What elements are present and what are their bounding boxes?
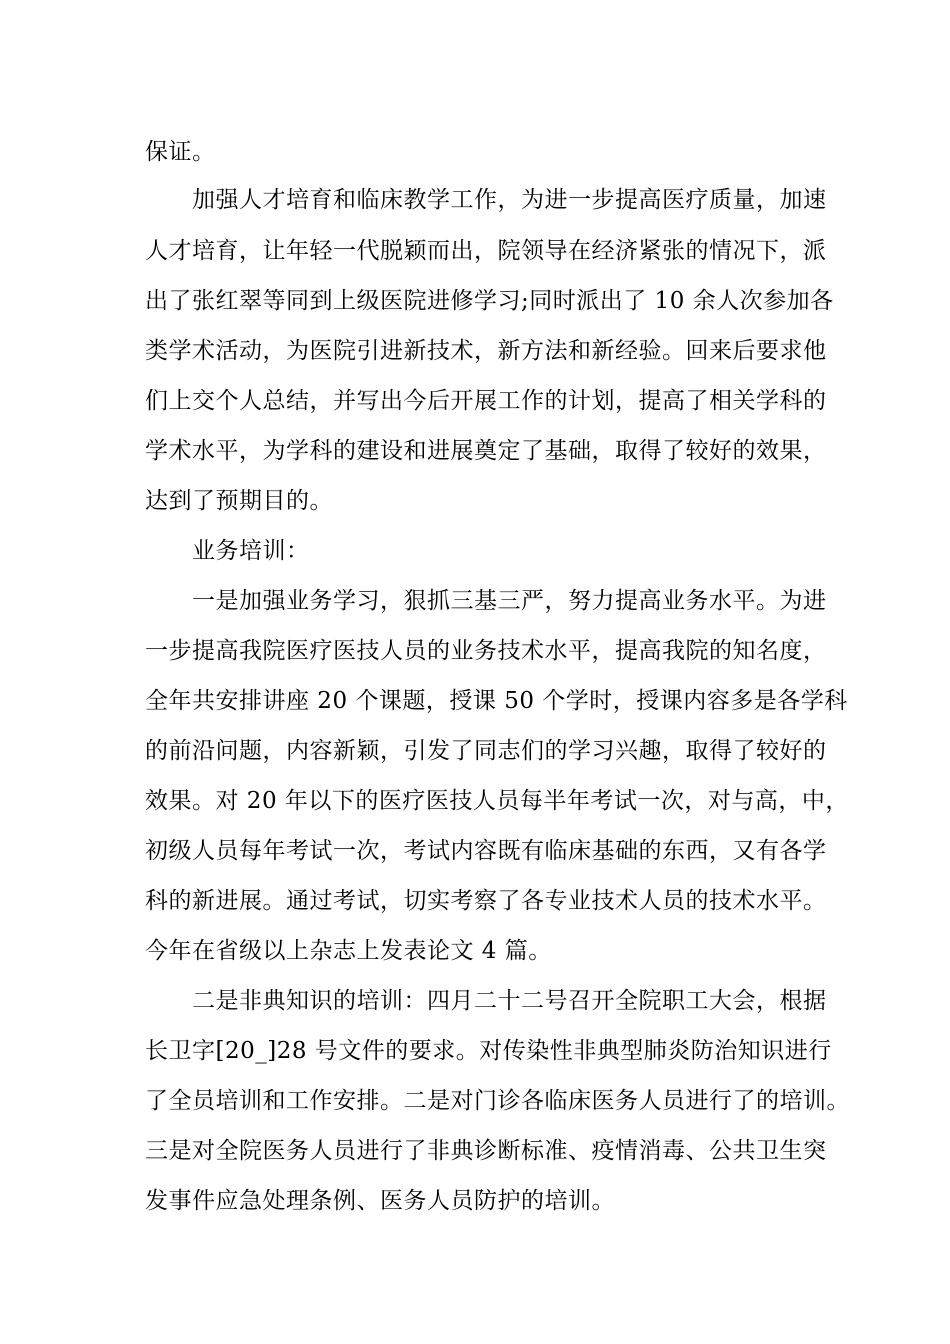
text-line: 科的新进展。通过考试，切实考察了各专业技术人员的技术水平。 — [145, 888, 827, 914]
text-line: 今年在省级以上杂志上发表论文 4 篇。 — [145, 938, 552, 964]
text-line: 三是对全院医务人员进行了非典诊断标准、疫情消毒、公共卫生突 — [145, 1138, 827, 1164]
text-line: 保证。 — [145, 139, 216, 165]
text-line: 人才培育，让年轻一代脱颖而出，院领导在经济紧张的情况下，派 — [145, 238, 827, 264]
paragraph-start-line: 一是加强业务学习，狠抓三基三严，努力提高业务水平。为进 — [192, 588, 827, 614]
paragraph-start-line: 加强人才培育和临床教学工作，为进一步提高医疗质量，加速 — [192, 187, 827, 213]
text-line: 一步提高我院医疗医技人员的业务技术水平，提高我院的知名度， — [145, 638, 827, 664]
text-line: 全年共安排讲座 20 个课题，授课 50 个学时，授课内容多是各学科 — [145, 688, 848, 714]
text-line: 出了张红翠等同到上级医院进修学习;同时派出了 10 余人次参加各 — [145, 288, 834, 314]
text-line: 效果。对 20 年以下的医疗医技人员每半年考试一次，对与高，中， — [145, 788, 849, 814]
text-line: 长卫字[20_]28 号文件的要求。对传染性非典型肺炎防治知识进行 — [145, 1038, 832, 1064]
section-heading: 业务培训： — [192, 538, 310, 564]
text-line: 们上交个人总结，并写出今后开展工作的计划，提高了相关学科的 — [145, 388, 827, 414]
paragraph-start-line: 二是非典知识的培训：四月二十二号召开全院职工大会，根据 — [192, 988, 827, 1014]
text-line: 学术水平，为学科的建设和进展奠定了基础，取得了较好的效果， — [145, 438, 827, 464]
text-line: 达到了预期目的。 — [145, 488, 333, 514]
text-line: 初级人员每年考试一次，考试内容既有临床基础的东西，又有各学 — [145, 838, 827, 864]
text-line: 发事件应急处理条例、医务人员防护的培训。 — [145, 1188, 615, 1214]
text-line: 了全员培训和工作安排。二是对门诊各临床医务人员进行了的培训。 — [145, 1088, 850, 1114]
text-line: 的前沿问题，内容新颖，引发了同志们的学习兴趣，取得了较好的 — [145, 738, 827, 764]
text-line: 类学术活动，为医院引进新技术，新方法和新经验。回来后要求他 — [145, 338, 827, 364]
